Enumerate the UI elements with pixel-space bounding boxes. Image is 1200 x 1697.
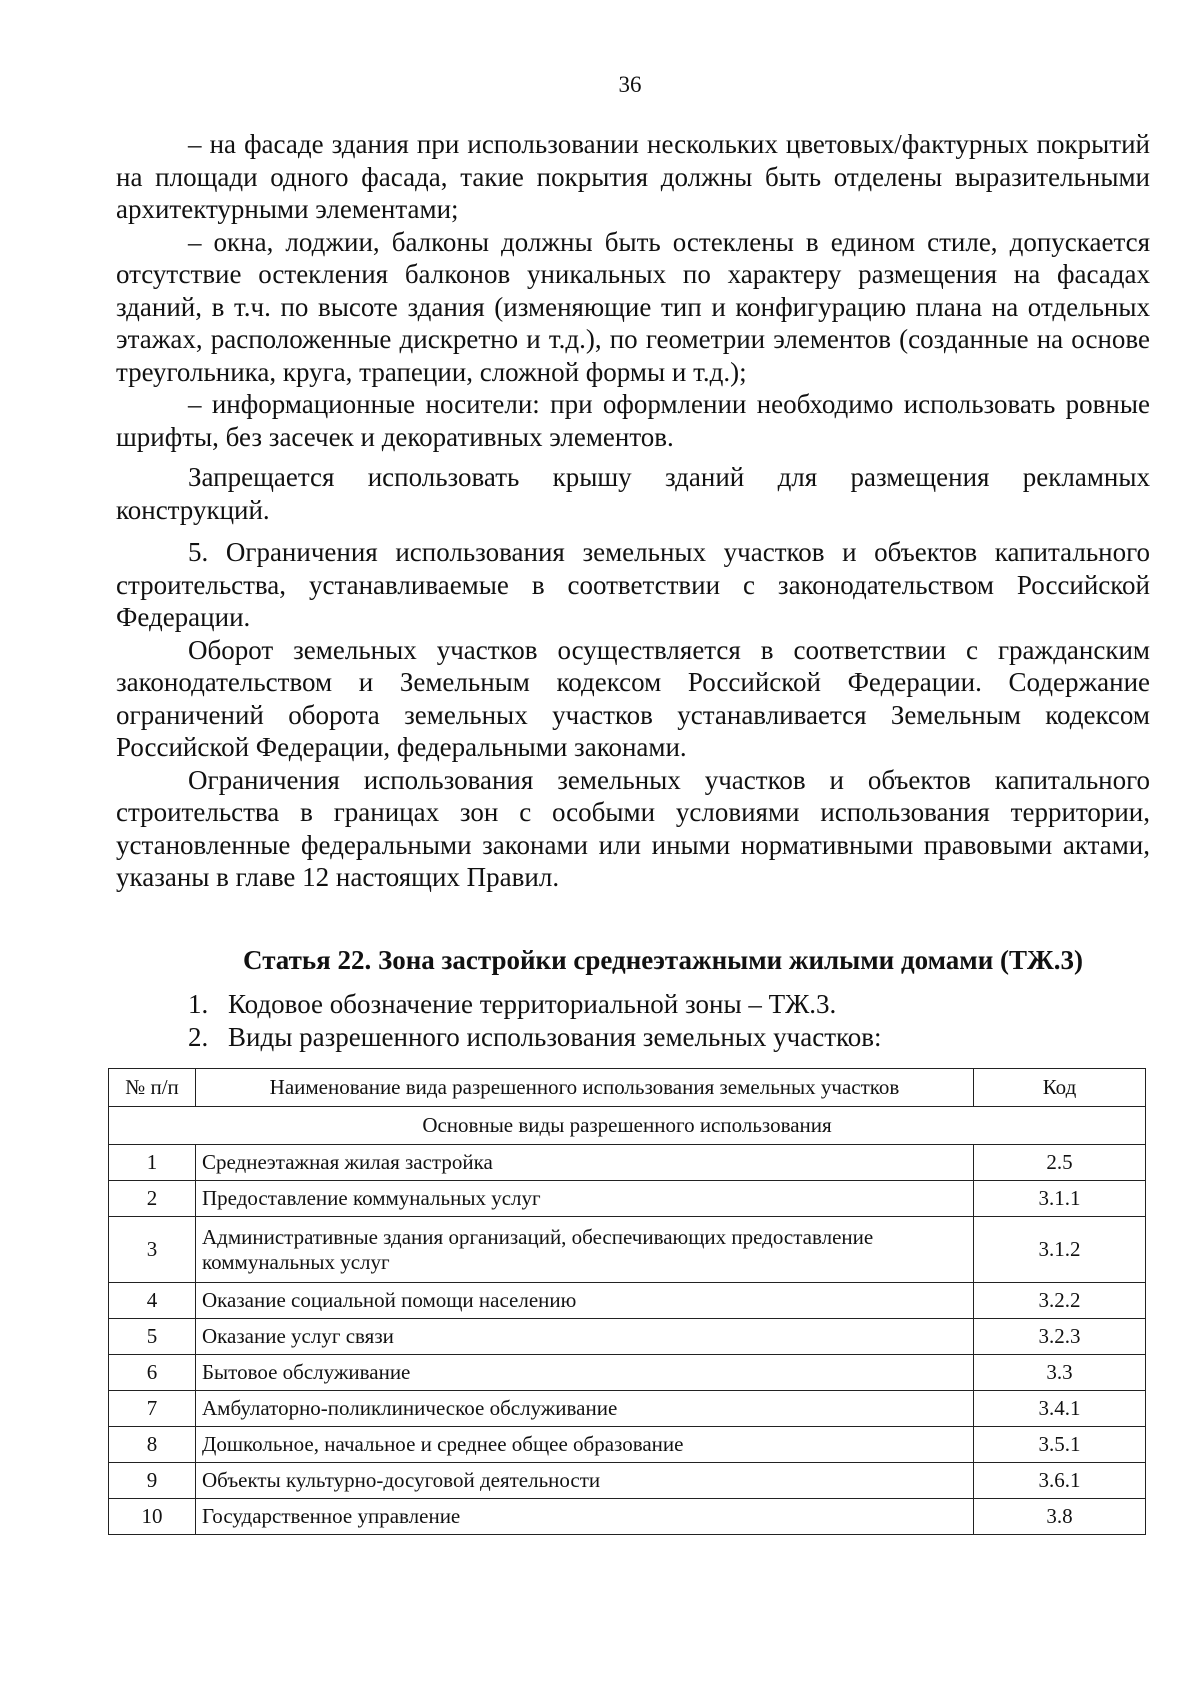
row-code: 3.8 [974,1499,1146,1535]
paragraph-restrictions-heading: 5. Ограничения использования земельных участков и объектов капитального строительства, устанавливаемые в соответствии с законодательством Российской Федерации. [116,537,1150,632]
row-number: 10 [109,1499,196,1535]
row-name: Оказание социальной помощи населению [196,1283,974,1319]
row-number: 4 [109,1283,196,1319]
header-number: № п/п [109,1069,196,1107]
row-code: 2.5 [974,1145,1146,1181]
list-item [188,988,1148,1021]
article-items [188,988,1148,1053]
list-item-text: Виды разрешенного использования земельных участков: [228,1021,882,1052]
row-code: 3.2.3 [974,1319,1146,1355]
list-item-number: 2. [188,1021,209,1052]
row-name: Амбулаторно-поликлиническое обслуживание [196,1391,974,1427]
row-name: Оказание услуг связи [196,1319,974,1355]
row-number: 1 [109,1145,196,1181]
row-code: 3.4.1 [974,1391,1146,1427]
row-code: 3.2.2 [974,1283,1146,1319]
paragraph-land-turnover: Оборот земельных участков осуществляется в соответствии с гражданским законодательством и Земельным кодексом Российской Федерации. Содержание ограничений оборота земельных участков устанавливается Земельным кодексом Российской Федерации, федеральными законами. [116,634,1150,762]
row-name: Предоставление коммунальных услуг [196,1181,974,1217]
table-row [109,1355,1146,1391]
page-number: 36 [618,72,642,97]
table-group-row [109,1107,1146,1145]
body-text [116,128,1150,894]
list-item-number: 1. [188,989,209,1019]
row-name: Бытовое обслуживание [196,1355,974,1391]
header-name: Наименование вида разрешенного использования земельных участков [196,1069,974,1107]
list-item-text: Кодовое обозначение территориальной зоны – ТЖ.3. [228,989,837,1019]
table-row [109,1319,1146,1355]
row-name: Среднеэтажная жилая застройка [196,1145,974,1181]
row-code: 3.1.2 [974,1217,1146,1283]
list-item [188,1021,1148,1054]
table-header-row [109,1069,1146,1107]
group-title: Основные виды разрешенного использования [109,1107,1146,1145]
row-name: Административные здания организаций, обеспечивающих предоставление коммунальных услуг [196,1217,974,1283]
row-name: Объекты культурно-досуговой деятельности [196,1463,974,1499]
row-number: 5 [109,1319,196,1355]
header-code: Код [974,1069,1146,1107]
paragraph-windows-balconies: – окна, лоджии, балконы должны быть остеклены в едином стиле, допускается отсутствие остекления балконов уникальных по характеру размещения на фасадах зданий, в т.ч. по высоте здания (изменяющие тип и конфигурацию плана на отдельных этажах, расположенные дискретно и т.д.), по геометрии элементов (созданные на основе треугольника, круга, трапеции, сложной формы и т.д.); [116,226,1150,387]
row-name: Дошкольное, начальное и среднее общее образование [196,1427,974,1463]
table-row [109,1391,1146,1427]
table-row [109,1181,1146,1217]
paragraph-facade-coverings: – на фасаде здания при использовании нескольких цветовых/фактурных покрытий на площади одного фасада, такие покрытия должны быть отделены выразительными архитектурными элементами; [116,129,1150,224]
table-row [109,1463,1146,1499]
table-row [109,1283,1146,1319]
row-number: 8 [109,1427,196,1463]
paragraph-roof-advertising: Запрещается использовать крышу зданий для размещения рекламных конструкций. [116,462,1150,525]
row-code: 3.1.1 [974,1181,1146,1217]
row-number: 7 [109,1391,196,1427]
row-name: Государственное управление [196,1499,974,1535]
row-number: 2 [109,1181,196,1217]
table-row [109,1217,1146,1283]
row-code: 3.3 [974,1355,1146,1391]
table-row [109,1145,1146,1181]
paragraph-special-zones: Ограничения использования земельных участков и объектов капитального строительства в границах зон с особыми условиями использования территории, установленные федеральными законами или иными нормативными правовыми актами, указаны в главе 12 настоящих Правил. [116,764,1150,892]
article-title: Статья 22. Зона застройки среднеэтажными жилыми домами (ТЖ.3) [243,945,1083,975]
table-row [109,1499,1146,1535]
paragraph-information-carriers: – информационные носители: при оформлении необходимо использовать ровные шрифты, без засечек и декоративных элементов. [116,389,1150,452]
row-code: 3.6.1 [974,1463,1146,1499]
row-number: 3 [109,1217,196,1283]
land-use-table [108,1068,1146,1535]
row-code: 3.5.1 [974,1427,1146,1463]
row-number: 9 [109,1463,196,1499]
row-number: 6 [109,1355,196,1391]
table-row [109,1427,1146,1463]
